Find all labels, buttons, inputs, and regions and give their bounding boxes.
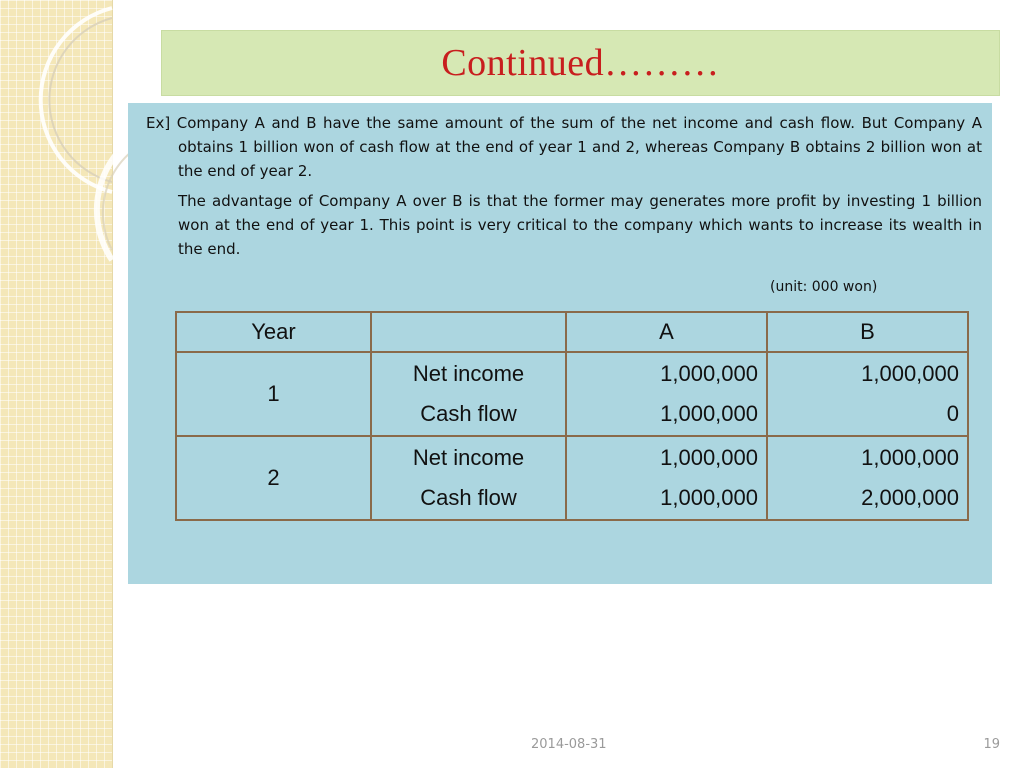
year-cell: 2 — [176, 436, 371, 520]
value: 1,000,000 — [861, 445, 959, 470]
cash-flow-table — [175, 311, 969, 521]
value: 1,000,000 — [660, 401, 758, 426]
value: 1,000,000 — [660, 485, 758, 510]
item-cell — [371, 436, 566, 520]
table-header-row — [176, 312, 968, 352]
company-b-cell — [767, 352, 968, 436]
example-paragraph: Ex] Company A and B have the same amount of the sum of the net income and cash flow. But Company A obtains 1 billion won of cash flow at the end of year 1 and 2, whereas Company B obtains 2 billion won at the end of year 2. — [146, 114, 982, 180]
value: 1,000,000 — [660, 361, 758, 386]
company-b-cell — [767, 436, 968, 520]
value: 0 — [946, 401, 959, 426]
header-company-a: A — [566, 312, 767, 352]
title-bar — [161, 30, 1000, 96]
item-label: Cash flow — [420, 485, 517, 510]
item-label: Net income — [412, 445, 525, 470]
item-label: Net income — [412, 361, 525, 386]
header-year: Year — [176, 312, 371, 352]
item-label: Cash flow — [420, 401, 517, 426]
table-row — [176, 352, 968, 436]
content-panel — [128, 103, 992, 584]
year-cell: 1 — [176, 352, 371, 436]
page-number: 19 — [983, 737, 1000, 752]
header-company-b: B — [767, 312, 968, 352]
slide-title: Continued……… — [441, 42, 720, 84]
header-item — [371, 312, 566, 352]
table-row — [176, 436, 968, 520]
footer-date: 2014-08-31 — [531, 737, 607, 752]
value: 1,000,000 — [861, 361, 959, 386]
unit-note: (unit: 000 won) — [770, 279, 878, 295]
value: 2,000,000 — [861, 485, 959, 510]
item-cell — [371, 352, 566, 436]
company-a-cell — [566, 436, 767, 520]
advantage-paragraph: The advantage of Company A over B is that the former may generates more profit by investing 1 billion won at the end of year 1. This point is very critical to the company which wants to increase its wealth in the end. — [178, 192, 982, 258]
value: 1,000,000 — [660, 445, 758, 470]
company-a-cell — [566, 352, 767, 436]
